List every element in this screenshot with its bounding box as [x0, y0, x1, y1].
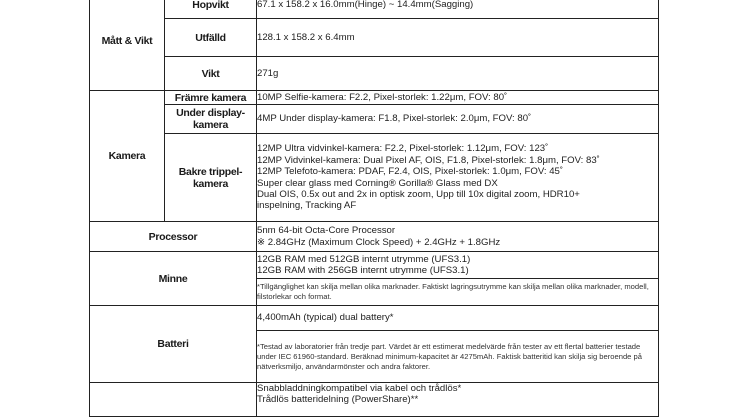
- processor-line: 5nm 64-bit Octa-Core Processor: [257, 225, 396, 237]
- value-unfolded: 128.1 x 158.2 x 6.4mm: [257, 19, 659, 57]
- label-folded: Hopvikt: [165, 0, 257, 19]
- category-memory: Minne: [90, 252, 257, 306]
- label-under-display-camera: Under display-kamera: [165, 105, 257, 134]
- label-unfolded: Utfälld: [165, 19, 257, 57]
- memory-line: 12GB RAM med 512GB internt utrymme (UFS3.1): [257, 253, 471, 265]
- category-battery: Batteri: [90, 306, 257, 383]
- category-dimensions: Mått & Vikt: [90, 0, 165, 91]
- label-rear-camera: Bakre trippel-kamera: [165, 134, 257, 222]
- processor-line: ※ 2.84GHz (Maximum Clock Speed) + 2.4GHz + 1.8GHz: [257, 236, 501, 248]
- label-weight: Vikt: [165, 57, 257, 91]
- value-weight: 271g: [257, 57, 659, 91]
- charging-line: Snabbladdningkompatibel via kabel och trådlös*: [257, 383, 462, 394]
- rear-camera-line: 12MP Ultra vidvinkel-kamera: F2.2, Pixel-storlek: 1.12μm, FOV: 123˚: [257, 143, 549, 155]
- category-charging: [90, 383, 257, 417]
- value-front-camera: 10MP Selfie-kamera: F2.2, Pixel-storlek: 1.22μm, FOV: 80˚: [257, 91, 659, 105]
- spec-table: [89, 0, 659, 417]
- rear-camera-line: 12MP Vidvinkel-kamera: Dual Pixel AF, OIS, F1.8, Pixel-storlek: 1.8μm, FOV: 83˚: [257, 154, 600, 166]
- memory-line: 12GB RAM with 256GB internt utrymme (UFS3.1): [257, 265, 469, 276]
- value-memory: [257, 252, 659, 279]
- value-processor: [257, 222, 659, 252]
- rear-camera-line: Super clear glass med Corning® Gorilla® Glass med DX: [257, 177, 498, 189]
- battery-note: *Testad av laboratorier från tredje part. Värdet är ett estimerat medelvärde från tester av ett flertal batterier testade under IEC 61960-standard. Beräknad minimum-kapacitet är 4275mAh. Faktisk batteritid kan skilja sig beroende på nätverksmiljo, användarmönster och andra faktorer.: [257, 331, 659, 383]
- value-charging: [257, 383, 659, 417]
- category-processor: Processor: [90, 222, 257, 252]
- memory-note: *Tillgänglighet kan skilja mellan olika marknader. Faktiskt lagringsutrymme kan skilja mellan olika marknader, modell, filstorlekar och format.: [257, 279, 659, 306]
- value-rear-camera: [257, 134, 659, 222]
- label-front-camera: Främre kamera: [165, 91, 257, 105]
- value-folded: 67.1 x 158.2 x 16.0mm(Hinge) ~ 14.4mm(Sagging): [257, 0, 659, 19]
- value-battery: 4,400mAh (typical) dual battery*: [257, 306, 659, 331]
- rear-camera-line: 12MP Telefoto-kamera: PDAF, F2.4, OIS, Pixel-storlek: 1.0μm, FOV: 45˚: [257, 166, 564, 178]
- charging-line: Trådlös batteridelning (PowerShare)**: [257, 394, 419, 406]
- category-camera: Kamera: [90, 91, 165, 222]
- value-under-display-camera: 4MP Under display-kamera: F1.8, Pixel-storlek: 2.0μm, FOV: 80˚: [257, 105, 659, 134]
- rear-camera-line: Dual OIS, 0.5x out and 2x in optisk zoom, Upp till 10x digital zoom, HDR10+ inspelning, Tracking AF: [257, 188, 580, 212]
